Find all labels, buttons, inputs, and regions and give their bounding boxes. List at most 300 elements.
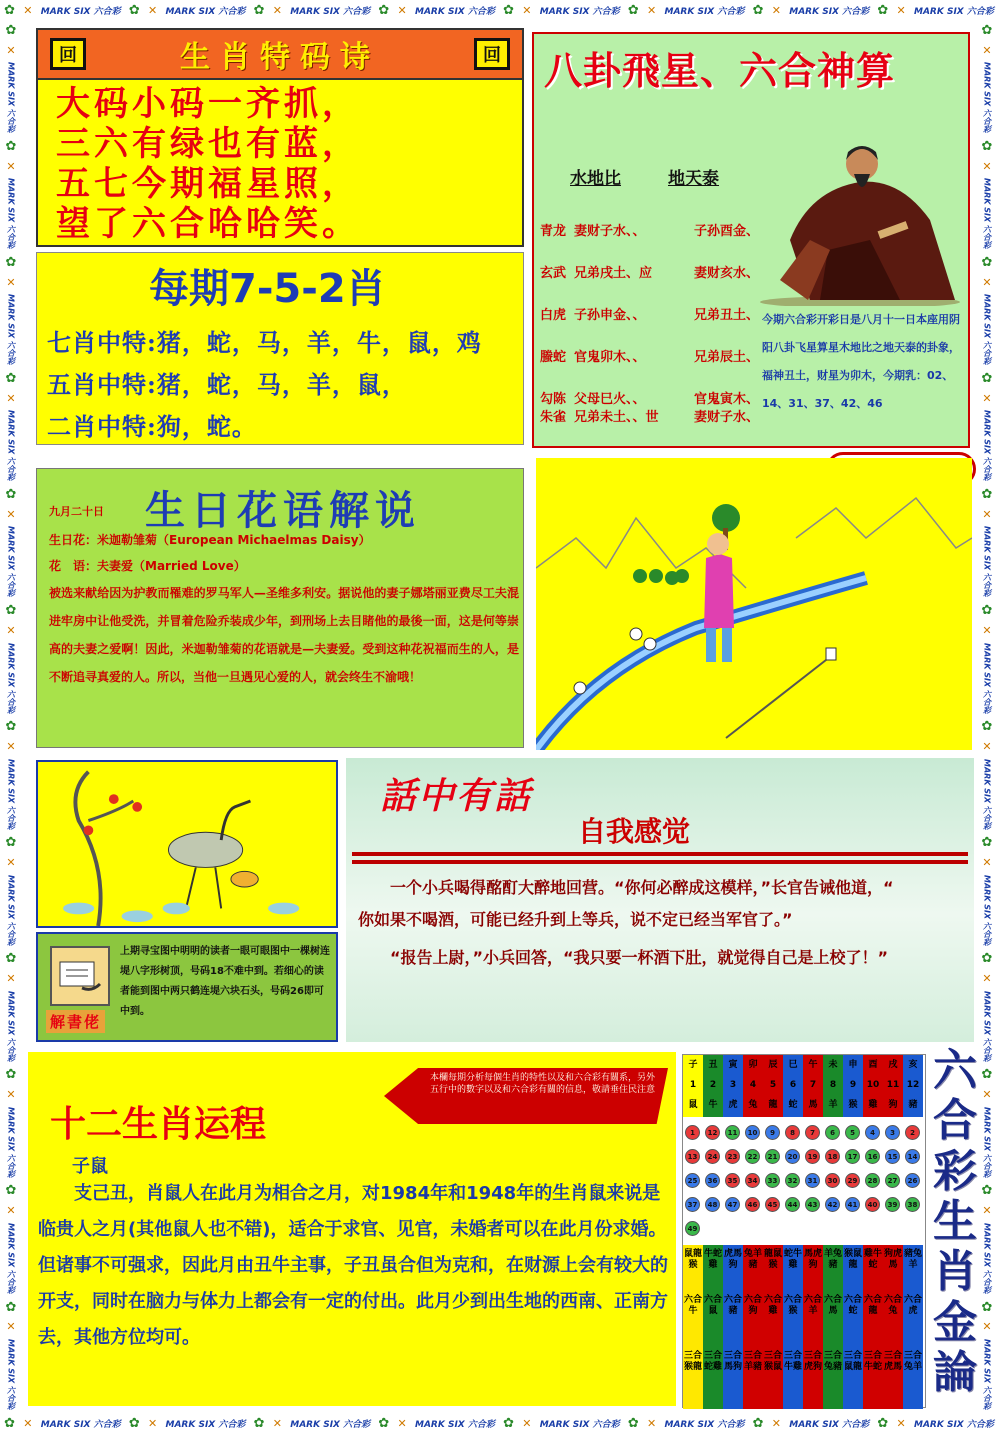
number-ball: 14 (905, 1149, 920, 1164)
border-brand-text: MARK SIX 六合彩 (664, 1419, 745, 1430)
cross-icon: ✕ (982, 1088, 992, 1102)
sanhe-cell: 羊兔豬 (823, 1249, 842, 1270)
flower-icon: ✿ (981, 603, 993, 619)
number-ball: 39 (885, 1197, 900, 1212)
cross-icon: ✕ (6, 739, 16, 753)
frame-icon: 回 (50, 38, 86, 70)
number-ball: 38 (905, 1197, 920, 1212)
zodiac-number: 2 (709, 1080, 717, 1090)
cross-icon: ✕ (397, 3, 407, 17)
flower-icon: ✿ (981, 835, 993, 851)
zodiac-animal: 虎 (728, 1100, 738, 1110)
number-ball: 26 (905, 1173, 920, 1188)
zodiac-branch: 辰 (768, 1060, 778, 1070)
border-brand-text: MARK SIX 六合彩 (982, 758, 992, 830)
number-ball: 24 (705, 1149, 720, 1164)
flower-icon: ✿ (503, 2, 515, 18)
zodiac-branch: 戌 (888, 1060, 898, 1070)
border-brand-text: MARK SIX 六合彩 (6, 874, 16, 946)
cross-icon: ✕ (647, 1416, 657, 1430)
border-brand-text: MARK SIX 六合彩 (789, 6, 870, 17)
zodiac-column (823, 1055, 843, 1409)
bagua-col-header: 水地比 (570, 169, 621, 189)
zodiac-animal: 蛇 (788, 1100, 798, 1110)
number-ball: 37 (685, 1197, 700, 1212)
flower-icon: ✿ (503, 1415, 515, 1431)
sanhe-cell: 三合猴龍 (683, 1351, 702, 1372)
number-ball: 28 (865, 1173, 880, 1188)
sanhe-cell: 三合虎狗 (803, 1351, 822, 1372)
number-ball: 3 (885, 1125, 900, 1140)
zodiac-column (783, 1055, 803, 1409)
poem-panel (36, 28, 524, 247)
number-ball: 19 (805, 1149, 820, 1164)
border-brand-text: MARK SIX 六合彩 (40, 6, 121, 17)
number-ball: 32 (785, 1173, 800, 1188)
number-ball: 16 (865, 1149, 880, 1164)
zodiac-number: 11 (886, 1080, 900, 1090)
flower-icon: ✿ (5, 138, 17, 154)
border-brand-text: MARK SIX 六合彩 (914, 6, 994, 17)
border-brand-text: MARK SIX 六合彩 (6, 526, 16, 598)
zodiac-number: 12 (906, 1080, 920, 1090)
cross-icon: ✕ (982, 972, 992, 986)
cross-icon: ✕ (23, 1416, 33, 1430)
cross-icon: ✕ (982, 623, 992, 637)
joke-title: 自我感觉 (578, 815, 691, 848)
joke-panel (346, 758, 974, 1042)
flower-icon: ✿ (378, 2, 390, 18)
number-ball: 30 (825, 1173, 840, 1188)
flower-icon: ✿ (5, 719, 17, 735)
flower-icon: ✿ (877, 2, 889, 18)
zodiac-column (723, 1055, 743, 1409)
sanhe-cell: 蛇牛雞 (783, 1249, 802, 1270)
cross-icon: ✕ (982, 391, 992, 405)
banner-text: 本欄每期分析每個生肖的特性以及和六合彩有關系，另外五行中的數字以及和六合彩有關的信息，敬請垂住民注意 (430, 1073, 656, 1095)
number-ball: 31 (805, 1173, 820, 1188)
bagua-note: 今期六合彩开彩日是八月十一日本座用阴阳八卦飞星算星木地比之地天泰的卦象，福神丑土，财星为卯木，今期乳：02、14、31、37、42、46 (762, 313, 960, 410)
vertical-title-char: 合 (933, 1095, 977, 1147)
liuhe-cell: 六合羊 (803, 1295, 822, 1316)
flower-icon: ✿ (253, 2, 265, 18)
number-ball: 7 (805, 1125, 820, 1140)
number-ball: 15 (885, 1149, 900, 1164)
sage-figure-image (750, 130, 966, 306)
flower-icon: ✿ (5, 1067, 17, 1083)
zodiac-column (683, 1055, 703, 1409)
flower-body: 被选来献给因为护教而罹难的罗马军人—圣维多利安。据说他的妻子娜塔丽亚费尽工夫混进牢房中让他受洗，并冒着危险乔装成少年，到刑场上去目睹他的最後一面，这是何等崇高的夫妻之爱啊！因此，米迦勒雏菊的花语就是—夫妻爱。受到这种花祝福而生的人，是不断追寻真爱的人。所以，当他一旦遇见心爱的人，就会终生不渝哦！ (49, 586, 519, 684)
zodiac-column (803, 1055, 823, 1409)
cross-icon: ✕ (6, 623, 16, 637)
border-brand-text: MARK SIX 六合彩 (539, 6, 620, 17)
zodiac-branch: 午 (808, 1060, 818, 1070)
zodiac-branch: 巳 (788, 1060, 798, 1070)
sanhe-cell: 鼠龍猴 (683, 1249, 702, 1270)
cross-icon: ✕ (982, 1204, 992, 1218)
sanhe-cell: 豬兔羊 (903, 1249, 922, 1270)
vertical-title-char: 論 (933, 1346, 977, 1398)
zodiac-number: 7 (809, 1080, 817, 1090)
number-ball: 34 (745, 1173, 760, 1188)
zodiac-number: 10 (866, 1080, 880, 1090)
border-brand-text: MARK SIX 六合彩 (165, 6, 246, 17)
border-brand-text: MARK SIX 六合彩 (914, 1419, 994, 1430)
border-brand-text: MARK SIX 六合彩 (982, 178, 992, 250)
solution-panel (36, 932, 338, 1042)
border-brand-text: MARK SIX 六合彩 (6, 1106, 16, 1178)
cross-icon: ✕ (6, 391, 16, 405)
liuhe-cell: 六合虎 (903, 1295, 922, 1316)
number-ball: 33 (765, 1173, 780, 1188)
joke-section-title: 話中有話 (380, 775, 533, 817)
zodiac-branch: 丑 (708, 1060, 718, 1070)
joke-paragraph: 一个小兵喝得酩酊大醉地回营。“你何必醉成这模样，”长官告诫他道，“ (390, 878, 894, 897)
border-brand-text: MARK SIX 六合彩 (982, 1106, 992, 1178)
frame-icon: 回 (474, 38, 510, 70)
cross-icon: ✕ (148, 1416, 158, 1430)
sanhe-cell: 猴鼠龍 (843, 1249, 862, 1270)
border-brand-text: MARK SIX 六合彩 (982, 1338, 992, 1410)
number-ball: 6 (825, 1125, 840, 1140)
cross-icon: ✕ (6, 1088, 16, 1102)
border-brand-text: MARK SIX 六合彩 (982, 990, 992, 1062)
flower-icon: ✿ (752, 2, 764, 18)
sanhe-cell: 三合牛雞 (783, 1351, 802, 1372)
flower-icon: ✿ (752, 1415, 764, 1431)
book-hand-icon (50, 946, 110, 1006)
liuhe-cell: 六合牛 (683, 1295, 702, 1316)
number-ball: 12 (705, 1125, 720, 1140)
flower-date: 九月二十日 (49, 505, 104, 518)
crane-image (36, 760, 338, 928)
border-brand-text: MARK SIX 六合彩 (6, 62, 16, 134)
number-ball: 18 (825, 1149, 840, 1164)
flower-icon: ✿ (5, 487, 17, 503)
number-ball: 29 (845, 1173, 860, 1188)
zodiac-column (703, 1055, 723, 1409)
zodiac-number: 5 (769, 1080, 777, 1090)
cross-icon: ✕ (6, 507, 16, 521)
liuhe-cell: 六合兔 (883, 1295, 902, 1316)
number-ball: 5 (845, 1125, 860, 1140)
zodiac-animal: 豬 (908, 1100, 918, 1110)
number-ball: 17 (845, 1149, 860, 1164)
cross-icon: ✕ (272, 1416, 282, 1430)
number-ball: 20 (785, 1149, 800, 1164)
sanhe-cell: 三合兔羊 (903, 1351, 922, 1372)
zodiac-animal: 羊 (828, 1100, 838, 1110)
border-brand-text: MARK SIX 六合彩 (664, 6, 745, 17)
border-brand-text: MARK SIX 六合彩 (415, 6, 495, 17)
flower-title: 生日花语解说 (145, 487, 421, 534)
cross-icon: ✕ (647, 3, 657, 17)
flower-icon: ✿ (981, 138, 993, 154)
poem-line: 大码小码一齐抓， (56, 84, 360, 124)
bagua-col-header: 地天泰 (668, 169, 719, 189)
flower-icon: ✿ (5, 1183, 17, 1199)
border-brand-text: MARK SIX 六合彩 (6, 642, 16, 714)
number-ball: 40 (865, 1197, 880, 1212)
number-ball: 2 (905, 1125, 920, 1140)
sanhe-cell: 三合兔豬 (823, 1351, 842, 1372)
flower-icon: ✿ (5, 371, 17, 387)
flower-icon: ✿ (253, 1415, 265, 1431)
sanhe-cell: 雞牛蛇 (863, 1249, 882, 1270)
cross-icon: ✕ (6, 275, 16, 289)
number-ball: 25 (685, 1173, 700, 1188)
vertical-title-char: 生 (933, 1195, 977, 1247)
flower-icon: ✿ (4, 2, 16, 18)
zodiac-animal: 兔 (748, 1100, 758, 1110)
border-brand-text: MARK SIX 六合彩 (6, 294, 16, 366)
flower-icon: ✿ (4, 1415, 16, 1431)
zodiac-number: 3 (729, 1080, 737, 1090)
number-ball: 1 (685, 1125, 700, 1140)
flower-icon: ✿ (877, 1415, 889, 1431)
flower-icon: ✿ (128, 2, 140, 18)
number-ball: 35 (725, 1173, 740, 1188)
border-brand-text: MARK SIX 六合彩 (789, 1419, 870, 1430)
border-left (0, 20, 22, 1413)
number-ball: 27 (885, 1173, 900, 1188)
vertical-title-char: 彩 (933, 1145, 977, 1197)
poem-line: 三六有绿也有蓝， (56, 124, 360, 164)
number-ball: 36 (705, 1173, 720, 1188)
number-ball: 8 (785, 1125, 800, 1140)
number-ball: 23 (725, 1149, 740, 1164)
number-ball: 45 (765, 1197, 780, 1212)
zodiac-branch: 子 (688, 1060, 698, 1070)
cross-icon: ✕ (982, 43, 992, 57)
zodiac-animal: 狗 (888, 1100, 898, 1110)
flower-icon: ✿ (378, 1415, 390, 1431)
cross-icon: ✕ (771, 1416, 781, 1430)
divider (352, 860, 968, 864)
border-brand-text: MARK SIX 六合彩 (6, 1338, 16, 1410)
zodiac-branch: 亥 (908, 1060, 918, 1070)
number-ball: 9 (765, 1125, 780, 1140)
flower-icon: ✿ (981, 719, 993, 735)
zodiac-name: 子鼠 (72, 1156, 108, 1177)
sanhe-cell: 三合猴鼠 (763, 1351, 782, 1372)
cross-icon: ✕ (982, 275, 992, 289)
number-ball: 42 (825, 1197, 840, 1212)
zodiac-branch: 寅 (728, 1060, 738, 1070)
border-top (0, 0, 998, 20)
zodiac-fortune-body: 支己丑，肖鼠人在此月为相合之月，对1984年和1948年的生肖鼠来说是临贵人之月(其他鼠人也不错)，适合于求官、见官，未婚者可以在此月份求婚。但诸事不可强求，因此月由丑牛主事，子丑虽合但为克和，在财源上会有较大的开支，同时在脑力与体力上都会有一定的付出。此月少到出生地的西南、正南方去，其他方位均可。 (38, 1183, 668, 1348)
liuhe-cell: 六合雞 (763, 1295, 782, 1316)
border-brand-text: MARK SIX 六合彩 (415, 1419, 495, 1430)
zodiac-column (743, 1055, 763, 1409)
cross-icon: ✕ (23, 3, 33, 17)
border-brand-text: MARK SIX 六合彩 (6, 758, 16, 830)
meiqi-line: 七肖中特:猪，蛇，马，羊，牛，鼠，鸡 (47, 328, 482, 357)
cross-icon: ✕ (982, 739, 992, 753)
vertical-title (928, 1046, 982, 1398)
liuhe-cell: 六合龍 (863, 1295, 882, 1316)
sanhe-cell: 三合鼠龍 (843, 1351, 862, 1372)
number-ball: 49 (685, 1221, 700, 1236)
border-brand-text: MARK SIX 六合彩 (40, 1419, 121, 1430)
zodiac-table (682, 1054, 926, 1408)
zodiac-column (763, 1055, 783, 1409)
zodiac-fortune-panel (28, 1052, 676, 1406)
sanhe-cell: 龍鼠猴 (763, 1249, 782, 1270)
flower-icon: ✿ (981, 1299, 993, 1315)
flower-icon: ✿ (981, 22, 993, 38)
liuhe-cell: 六合鼠 (703, 1295, 722, 1316)
sanhe-cell: 狗虎馬 (883, 1249, 902, 1270)
number-ball: 22 (745, 1149, 760, 1164)
flower-icon: ✿ (981, 1067, 993, 1083)
poem-title: 生肖特码诗 (180, 40, 380, 75)
border-brand-text: MARK SIX 六合彩 (290, 6, 371, 17)
number-ball: 11 (725, 1125, 740, 1140)
number-ball: 10 (745, 1125, 760, 1140)
zodiac-column (863, 1055, 883, 1409)
number-ball: 41 (845, 1197, 860, 1212)
vertical-title-char: 肖 (933, 1246, 977, 1298)
flower-icon: ✿ (5, 603, 17, 619)
vertical-title-char: 六 (933, 1045, 977, 1096)
flower-birth-flower: 生日花：米迦勒雏菊（European Michaelmas Daisy） (49, 533, 371, 547)
meiqi-line: 二肖中特:狗，蛇。 (47, 412, 257, 441)
poem-line: 五七今期福星照， (56, 164, 360, 204)
flower-language: 花 语：夫妻爱（Married Love） (49, 559, 246, 573)
sanhe-cell: 三合羊豬 (743, 1351, 762, 1372)
border-bottom (0, 1413, 998, 1433)
flower-icon: ✿ (981, 371, 993, 387)
sanhe-cell: 虎馬狗 (723, 1249, 742, 1270)
flower-icon: ✿ (981, 1183, 993, 1199)
solution-label: 解書佬 (46, 1010, 105, 1033)
zodiac-number: 8 (829, 1080, 837, 1090)
divider (352, 852, 968, 856)
border-brand-text: MARK SIX 六合彩 (6, 1222, 16, 1294)
zodiac-column (883, 1055, 903, 1409)
cross-icon: ✕ (982, 855, 992, 869)
cross-icon: ✕ (6, 159, 16, 173)
flower-icon: ✿ (5, 22, 17, 38)
sanhe-cell: 三合馬狗 (723, 1351, 742, 1372)
cross-icon: ✕ (6, 972, 16, 986)
border-brand-text: MARK SIX 六合彩 (539, 1419, 620, 1430)
flower-icon: ✿ (981, 951, 993, 967)
zodiac-fortune-title: 十二生肖运程 (50, 1103, 267, 1145)
sanhe-cell: 馬虎狗 (803, 1249, 822, 1270)
zodiac-column (843, 1055, 863, 1409)
flower-icon: ✿ (981, 254, 993, 270)
flower-icon: ✿ (5, 835, 17, 851)
flower-icon: ✿ (128, 1415, 140, 1431)
zodiac-number: 1 (689, 1080, 697, 1090)
flower-panel (36, 468, 524, 748)
zodiac-number: 9 (849, 1080, 857, 1090)
zodiac-animal: 鼠 (688, 1100, 698, 1110)
border-brand-text: MARK SIX 六合彩 (982, 62, 992, 134)
poem-header (38, 30, 522, 80)
number-ball: 48 (705, 1197, 720, 1212)
liuhe-cell: 六合蛇 (843, 1295, 862, 1316)
boy-landscape-image (536, 458, 972, 750)
border-brand-text: MARK SIX 六合彩 (290, 1419, 371, 1430)
liuhe-cell: 六合猴 (783, 1295, 802, 1316)
joke-paragraph: 你如果不喝酒，可能已经升到上等兵，说不定已经当军官了。” (358, 910, 793, 929)
zodiac-animal: 馬 (808, 1100, 818, 1110)
number-ball: 47 (725, 1197, 740, 1212)
number-ball: 13 (685, 1149, 700, 1164)
bagua-title: 八卦飛星、六合神算 (544, 48, 896, 93)
border-brand-text: MARK SIX 六合彩 (6, 990, 16, 1062)
cross-icon: ✕ (397, 1416, 407, 1430)
border-brand-text: MARK SIX 六合彩 (982, 1222, 992, 1294)
flower-icon: ✿ (5, 254, 17, 270)
poem-line: 望了六合哈哈笑。 (56, 204, 360, 244)
border-brand-text: MARK SIX 六合彩 (6, 410, 16, 482)
liuhe-cell: 六合豬 (723, 1295, 742, 1316)
number-ball: 46 (745, 1197, 760, 1212)
sanhe-cell: 三合蛇雞 (703, 1351, 722, 1372)
sanhe-cell: 三合牛蛇 (863, 1351, 882, 1372)
cross-icon: ✕ (6, 1320, 16, 1334)
zodiac-branch: 酉 (868, 1060, 878, 1070)
liuhe-cell: 六合馬 (823, 1295, 842, 1316)
cross-icon: ✕ (982, 1320, 992, 1334)
sanhe-cell: 兔羊豬 (743, 1249, 762, 1270)
vertical-title-char: 金 (933, 1296, 977, 1348)
border-brand-text: MARK SIX 六合彩 (165, 1419, 246, 1430)
border-brand-text: MARK SIX 六合彩 (982, 874, 992, 946)
zodiac-branch: 未 (828, 1060, 838, 1070)
sanhe-cell: 牛蛇雞 (703, 1249, 722, 1270)
zodiac-number: 6 (789, 1080, 797, 1090)
bagua-panel: 八卦飛星、六合神算 水地比 地天泰 青龙 妻财子水、、 子孙酉金、 玄武 兄弟戌土、应 妻财亥水、 白虎 子孙申金、、 兄弟丑土、 螣蛇 官鬼卯木、、 兄弟辰土、 勾陈 父母巳火、、 官鬼寅木、 朱雀 兄弟未土、、世 妻财子水、 今期六合彩开彩日是八月十一日本座用阴阳八卦飞星算星木地比之地天泰的卦象，福神丑土，财星为卯木，今期乳：02、14、31、37、42、46 (532, 32, 970, 448)
border-brand-text: MARK SIX 六合彩 (982, 410, 992, 482)
border-brand-text: MARK SIX 六合彩 (982, 294, 992, 366)
zodiac-animal: 牛 (708, 1100, 718, 1110)
cross-icon: ✕ (896, 3, 906, 17)
zodiac-branch: 卯 (748, 1060, 758, 1070)
cross-icon: ✕ (982, 159, 992, 173)
liuhe-cell: 六合狗 (743, 1295, 762, 1316)
number-ball: 43 (805, 1197, 820, 1212)
zodiac-branch: 申 (848, 1060, 858, 1070)
flower-icon: ✿ (627, 2, 639, 18)
cross-icon: ✕ (896, 1416, 906, 1430)
cross-icon: ✕ (148, 3, 158, 17)
zodiac-animal: 龍 (768, 1100, 778, 1110)
solution-text: 上期寻宝图中明明的读者一眼可眼图中一棵树连堤八字形树顶，号码18不难中到。若细心的读者能到图中两只鹤连堤六块石头，号码26即可中到。 (120, 946, 330, 1017)
number-ball: 44 (785, 1197, 800, 1212)
meiqi-panel (36, 252, 524, 445)
border-brand-text: MARK SIX 六合彩 (982, 526, 992, 598)
cross-icon: ✕ (6, 855, 16, 869)
border-brand-text: MARK SIX 六合彩 (6, 178, 16, 250)
zodiac-animal: 猴 (848, 1100, 858, 1110)
flower-icon: ✿ (5, 951, 17, 967)
sanhe-cell: 三合虎馬 (883, 1351, 902, 1372)
zodiac-number: 4 (749, 1080, 757, 1090)
flower-icon: ✿ (981, 487, 993, 503)
meiqi-title: 每期7-5-2肖 (149, 266, 386, 312)
zodiac-column (903, 1055, 923, 1409)
cross-icon: ✕ (982, 507, 992, 521)
flower-icon: ✿ (5, 1299, 17, 1315)
cross-icon: ✕ (272, 3, 282, 17)
border-brand-text: MARK SIX 六合彩 (982, 642, 992, 714)
joke-paragraph: “报告上尉，”小兵回答，“我只要一杯酒下肚，就觉得自己是上校了！” (390, 948, 889, 967)
